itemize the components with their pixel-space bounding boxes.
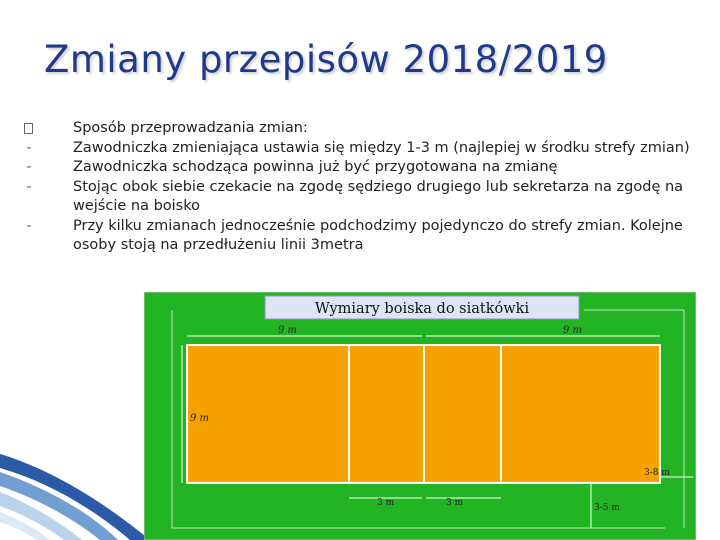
dim-attack-left: 3 m (377, 498, 395, 508)
bullet-item (22, 119, 694, 139)
dim-free-zone-side: 3-5 m (594, 503, 620, 513)
dash-marker: - (26, 159, 32, 175)
slide-title: Zmiany przepisów 2018/2019 (44, 38, 608, 81)
dim-free-zone-end: 3-8 m (644, 468, 670, 478)
court-diagram (144, 292, 696, 540)
decorative-swoosh (0, 446, 150, 540)
dash-marker: - (26, 178, 32, 195)
bullet-item (22, 158, 694, 178)
bullet-text: Zawodniczka schodząca powinna już być przygotowana na zmianę (73, 159, 558, 175)
bullet-item (22, 178, 694, 217)
court-svg (144, 292, 696, 540)
bullet-text: Zawodniczka zmieniająca ustawia się między 1-3 m (najlepiej w środku strefy zmian) (73, 139, 690, 156)
dim-attack-right: 3 m (446, 498, 464, 508)
dash-marker: - (26, 217, 32, 234)
bullet-item (22, 139, 694, 159)
dim-right-length: 9 m (563, 325, 583, 336)
bullet-list (22, 119, 694, 256)
bullet-text: Przy kilku zmianach jednocześnie podchodzimy pojedynczo do strefy zmian. Kolejne osoby stoją na przedłużeniu linii 3metra (73, 217, 683, 253)
bullet-text: Stojąc obok siebie czekacie na zgodę sędziego drugiego lub sekretarza na zgodę na wejście na boisko (73, 178, 684, 214)
dash-marker: - (26, 139, 32, 156)
dim-left-length: 9 m (278, 325, 298, 336)
court-title: Wymiary boiska do siatkówki (314, 301, 530, 317)
checkbox-icon (24, 123, 33, 134)
dim-width: 9 m (190, 413, 210, 424)
bullet-text: Sposób przeprowadzania zmian: (73, 120, 308, 136)
bullet-item (22, 217, 694, 256)
